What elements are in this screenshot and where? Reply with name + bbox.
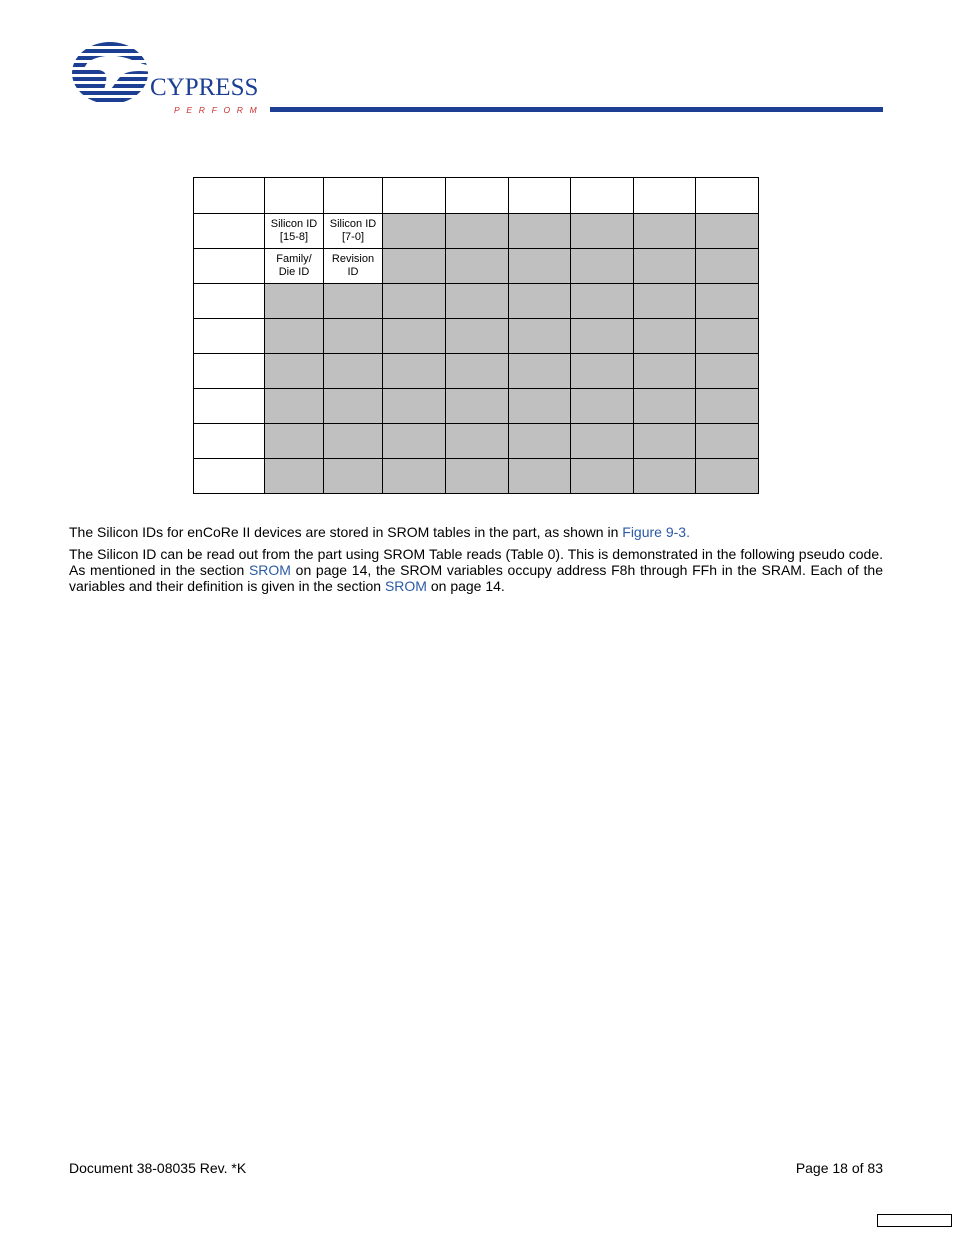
table-row (194, 284, 759, 319)
table-cell (446, 354, 509, 389)
paragraph-text: The Silicon IDs for enCoRe II devices are stored in SROM tables in the part, as shown in (69, 524, 623, 540)
table-cell (446, 249, 509, 284)
table-cell (634, 319, 696, 354)
paragraph-silicon-ids (69, 524, 883, 540)
page-number: Page 18 of 83 (795, 1160, 883, 1176)
table-cell (383, 424, 446, 459)
cypress-logo (70, 40, 264, 118)
family-die-id-label: Family/ Die ID (276, 253, 312, 278)
table-header-row (194, 178, 759, 214)
table-row (194, 214, 759, 249)
table-cell (194, 424, 265, 459)
table-cell (194, 249, 265, 284)
paragraph-text: The Silicon ID can be read out from the part using SROM Table reads (Table 0). This is demonstrated in the following pseudo code. As mentioned in the section (69, 546, 883, 578)
table-cell (696, 389, 759, 424)
table-cell (324, 284, 383, 319)
srom-table (193, 177, 759, 494)
table-cell (265, 459, 324, 494)
table-cell (634, 284, 696, 319)
table-cell (634, 178, 696, 214)
feedback-box (877, 1214, 952, 1227)
table-cell (324, 459, 383, 494)
table-cell (265, 284, 324, 319)
paragraph-text: on page 14. (426, 578, 505, 594)
figure-9-3-link[interactable]: Figure 9-3. (622, 524, 690, 540)
table-cell (446, 178, 509, 214)
table-cell (571, 284, 634, 319)
srom-link[interactable]: SROM (384, 578, 427, 594)
table-cell (509, 249, 571, 284)
table-cell (265, 354, 324, 389)
silicon-id-low-label: Silicon ID [7-0] (329, 218, 377, 243)
table-cell (696, 178, 759, 214)
table-cell (265, 389, 324, 424)
table-cell (634, 354, 696, 389)
table-cell (509, 424, 571, 459)
table-cell (571, 178, 634, 214)
table-cell (446, 389, 509, 424)
table-cell (194, 284, 265, 319)
family-die-id-cell (265, 249, 324, 284)
table-cell (383, 319, 446, 354)
table-cell (383, 284, 446, 319)
table-cell (571, 214, 634, 249)
table-cell (696, 214, 759, 249)
revision-id-cell (324, 249, 383, 284)
header-rule (270, 107, 883, 112)
paragraph-silicon-id-read (69, 546, 883, 594)
table-cell (696, 354, 759, 389)
table-cell (696, 319, 759, 354)
table-cell (571, 354, 634, 389)
table-cell (509, 319, 571, 354)
logo-tagline: PERFORM (174, 105, 264, 115)
table-cell (696, 249, 759, 284)
table-cell (383, 214, 446, 249)
srom-table-figure (193, 177, 759, 494)
table-cell (509, 389, 571, 424)
table-cell (509, 284, 571, 319)
table-cell (696, 459, 759, 494)
table-cell (324, 354, 383, 389)
table-cell (696, 284, 759, 319)
table-cell (324, 319, 383, 354)
table-cell (446, 424, 509, 459)
table-cell (265, 178, 324, 214)
globe-icon (70, 40, 160, 106)
table-cell (324, 178, 383, 214)
table-cell (194, 354, 265, 389)
silicon-id-high-label: Silicon ID [15-8] (270, 218, 318, 243)
table-cell (194, 214, 265, 249)
table-cell (509, 214, 571, 249)
table-cell (571, 319, 634, 354)
table-cell (194, 459, 265, 494)
table-cell (571, 459, 634, 494)
silicon-id-high-cell (265, 214, 324, 249)
table-cell (571, 249, 634, 284)
table-cell (194, 389, 265, 424)
table-cell (634, 214, 696, 249)
table-row (194, 389, 759, 424)
table-cell (383, 178, 446, 214)
table-row (194, 354, 759, 389)
table-cell (383, 389, 446, 424)
table-cell (634, 389, 696, 424)
table-cell (194, 319, 265, 354)
table-cell (265, 319, 324, 354)
table-cell (634, 424, 696, 459)
table-cell (194, 178, 265, 214)
table-cell (509, 178, 571, 214)
logo-wordmark: CYPRESS (150, 74, 259, 101)
table-row (194, 459, 759, 494)
table-row (194, 319, 759, 354)
table-cell (571, 424, 634, 459)
table-cell (383, 459, 446, 494)
revision-id-label: Revision ID (331, 253, 375, 278)
silicon-id-low-cell (324, 214, 383, 249)
table-cell (509, 354, 571, 389)
table-cell (571, 389, 634, 424)
table-cell (324, 389, 383, 424)
table-row (194, 424, 759, 459)
table-cell (383, 249, 446, 284)
table-cell (696, 424, 759, 459)
document-number: Document 38-08035 Rev. *K (69, 1160, 247, 1176)
table-cell (324, 424, 383, 459)
srom-link[interactable]: SROM (248, 562, 291, 578)
table-row (194, 249, 759, 284)
table-cell (509, 459, 571, 494)
table-cell (383, 354, 446, 389)
paragraph-text: on page 14, the SROM variables occupy address F8h through FFh in the SRAM. Each of the variables and their definition is given in the section (69, 562, 883, 594)
table-cell (634, 459, 696, 494)
table-cell (446, 319, 509, 354)
table-cell (446, 459, 509, 494)
table-cell (446, 214, 509, 249)
table-cell (446, 284, 509, 319)
table-cell (634, 249, 696, 284)
table-cell (265, 424, 324, 459)
